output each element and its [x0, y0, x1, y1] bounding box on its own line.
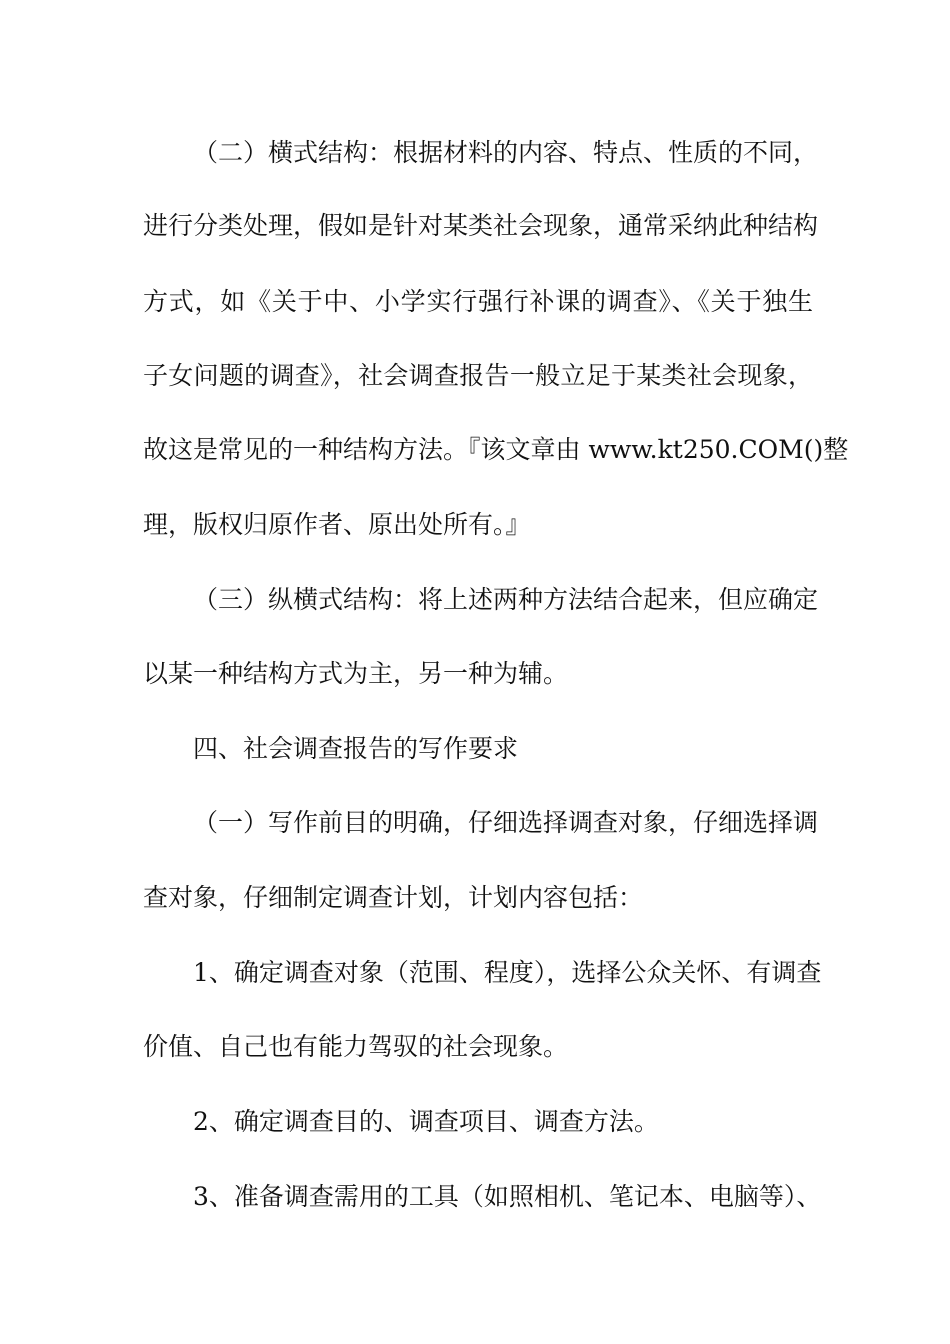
paragraph-line: 查对象，仔细制定调查计划，计划内容包括：	[143, 883, 644, 912]
paragraph-line: 3、准备调查需用的工具（如照相机、笔记本、电脑等）、	[193, 1182, 822, 1211]
paragraph-line: 子女问题的调查》，社会调查报告一般立足于某类社会现象，	[143, 361, 813, 390]
paragraph-line: 1、确定调查对象（范围、程度），选择公众关怀、有调查	[193, 958, 822, 987]
paragraph-line: 方式，如《关于中、小学实行强行补课的调查》、《关于独生	[143, 287, 813, 316]
paragraph-line: （三）纵横式结构：将上述两种方法结合起来，但应确定	[193, 585, 819, 614]
paragraph-line: 2、确定调查目的、调查项目、调查方法。	[193, 1107, 659, 1136]
paragraph-line: 价值、自己也有能力驾驭的社会现象。	[143, 1032, 569, 1061]
paragraph-line: 进行分类处理，假如是针对某类社会现象，通常采纳此种结构	[143, 211, 819, 240]
paragraph-line: 以某一种结构方式为主，另一种为辅。	[143, 659, 569, 688]
paragraph-line: （二）横式结构：根据材料的内容、特点、性质的不同，	[193, 138, 819, 167]
paragraph-line: 故这是常见的一种结构方法。『该文章由 www.kt250.COM()整	[143, 435, 849, 464]
paragraph-line: （一）写作前目的明确，仔细选择调查对象，仔细选择调	[193, 808, 819, 837]
section-heading: 四、社会调查报告的写作要求	[193, 734, 519, 763]
paragraph-line: 理，版权归原作者、原出处所有。』	[143, 510, 531, 539]
